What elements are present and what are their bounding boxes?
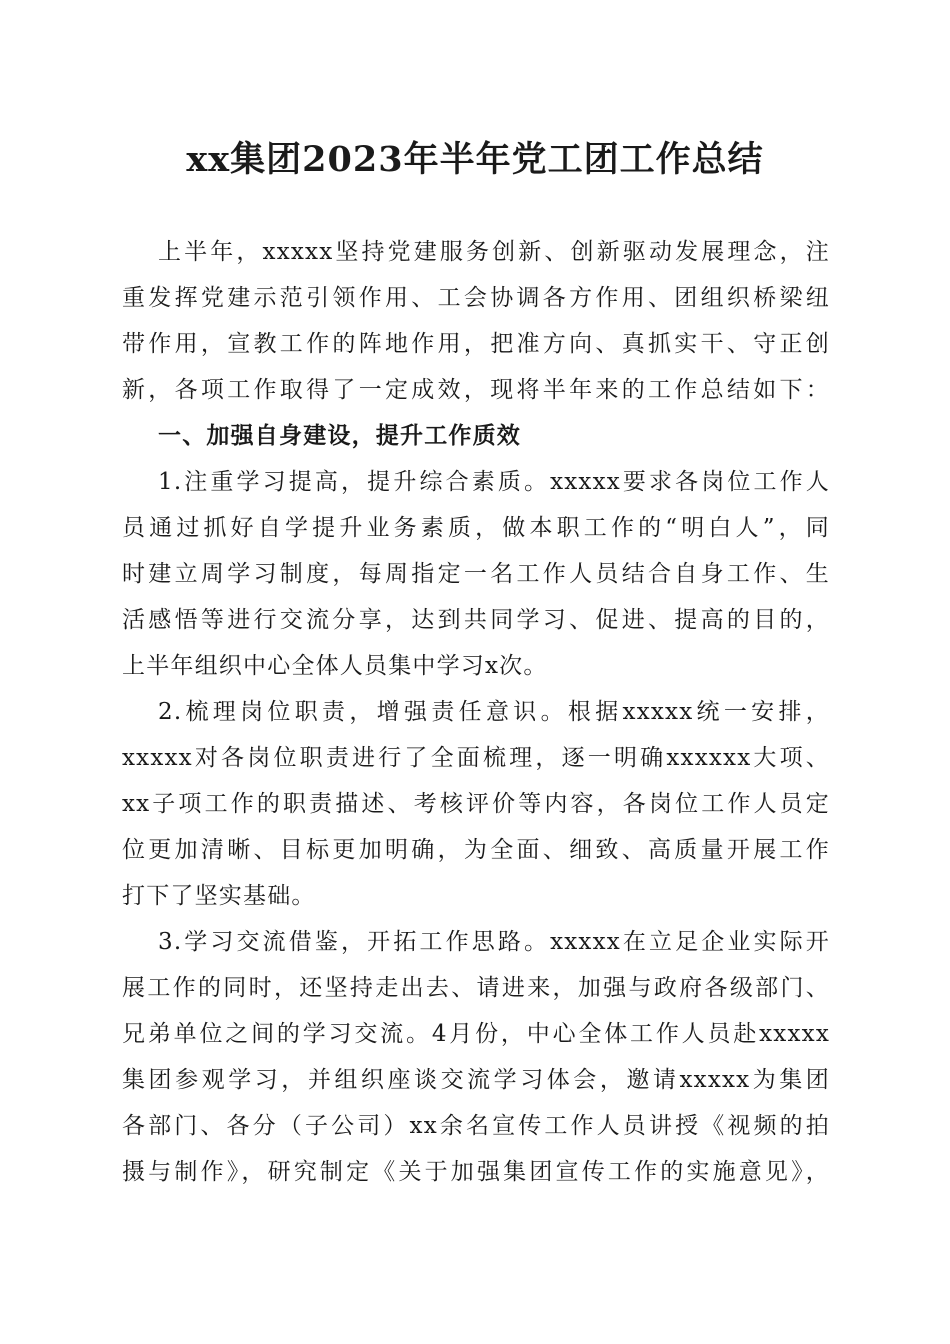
document-body xyxy=(122,229,830,1195)
paragraph-item-2-line: 2.梳理岗位职责，增强责任意识。根据xxxxx统一安排， xyxy=(158,699,830,725)
paragraph-intro-line: 带作用，宣教工作的阵地作用，把准方向、真抓实干、守正创 xyxy=(122,331,830,357)
paragraph-intro-line: 重发挥党建示范引领作用、工会协调各方作用、团组织桥梁纽 xyxy=(122,285,830,311)
paragraph-item-2-line: 打下了坚实基础。 xyxy=(122,883,316,909)
paragraph-item-3-line: 集团参观学习，并组织座谈交流学习体会，邀请xxxxx为集团 xyxy=(122,1067,830,1093)
paragraph-item-3-line: 兄弟单位之间的学习交流。4月份，中心全体工作人员赴xxxxx xyxy=(122,1021,830,1047)
section-heading-1: 一、加强自身建设，提升工作质效 xyxy=(158,423,521,449)
paragraph-intro-line: 新，各项工作取得了一定成效，现将半年来的工作总结如下： xyxy=(122,377,830,403)
document-title: xx集团2023年半年党工团工作总结 xyxy=(186,139,764,180)
paragraph-item-1-line: 员通过抓好自学提升业务素质，做本职工作的“明白人”，同 xyxy=(122,515,830,541)
paragraph-item-1-line: 活感悟等进行交流分享，达到共同学习、促进、提高的目的， xyxy=(122,607,830,633)
paragraph-item-3-line: 3.学习交流借鉴，开拓工作思路。xxxxx在立足企业实际开 xyxy=(158,929,830,955)
paragraph-item-1-line: 上半年组织中心全体人员集中学习x次。 xyxy=(122,653,548,679)
paragraph-item-1-line: 时建立周学习制度，每周指定一名工作人员结合自身工作、生 xyxy=(122,561,830,587)
paragraph-item-2-line: 位更加清晰、目标更加明确，为全面、细致、高质量开展工作 xyxy=(122,837,830,863)
paragraph-item-3-line: 摄与制作》，研究制定《关于加强集团宣传工作的实施意见》， xyxy=(122,1159,830,1185)
paragraph-item-3-line: 展工作的同时，还坚持走出去、请进来，加强与政府各级部门、 xyxy=(122,975,830,1001)
paragraph-item-3-line: 各部门、各分（子公司）xx余名宣传工作人员讲授《视频的拍 xyxy=(122,1113,830,1139)
paragraph-item-1-line: 1.注重学习提高，提升综合素质。xxxxx要求各岗位工作人 xyxy=(158,469,830,495)
paragraph-intro-line: 上半年，xxxxx坚持党建服务创新、创新驱动发展理念，注 xyxy=(158,239,830,265)
paragraph-item-2-line: xxxxx对各岗位职责进行了全面梳理，逐一明确xxxxxx大项、 xyxy=(122,745,830,771)
paragraph-item-2-line: xx子项工作的职责描述、考核评价等内容，各岗位工作人员定 xyxy=(122,791,830,817)
